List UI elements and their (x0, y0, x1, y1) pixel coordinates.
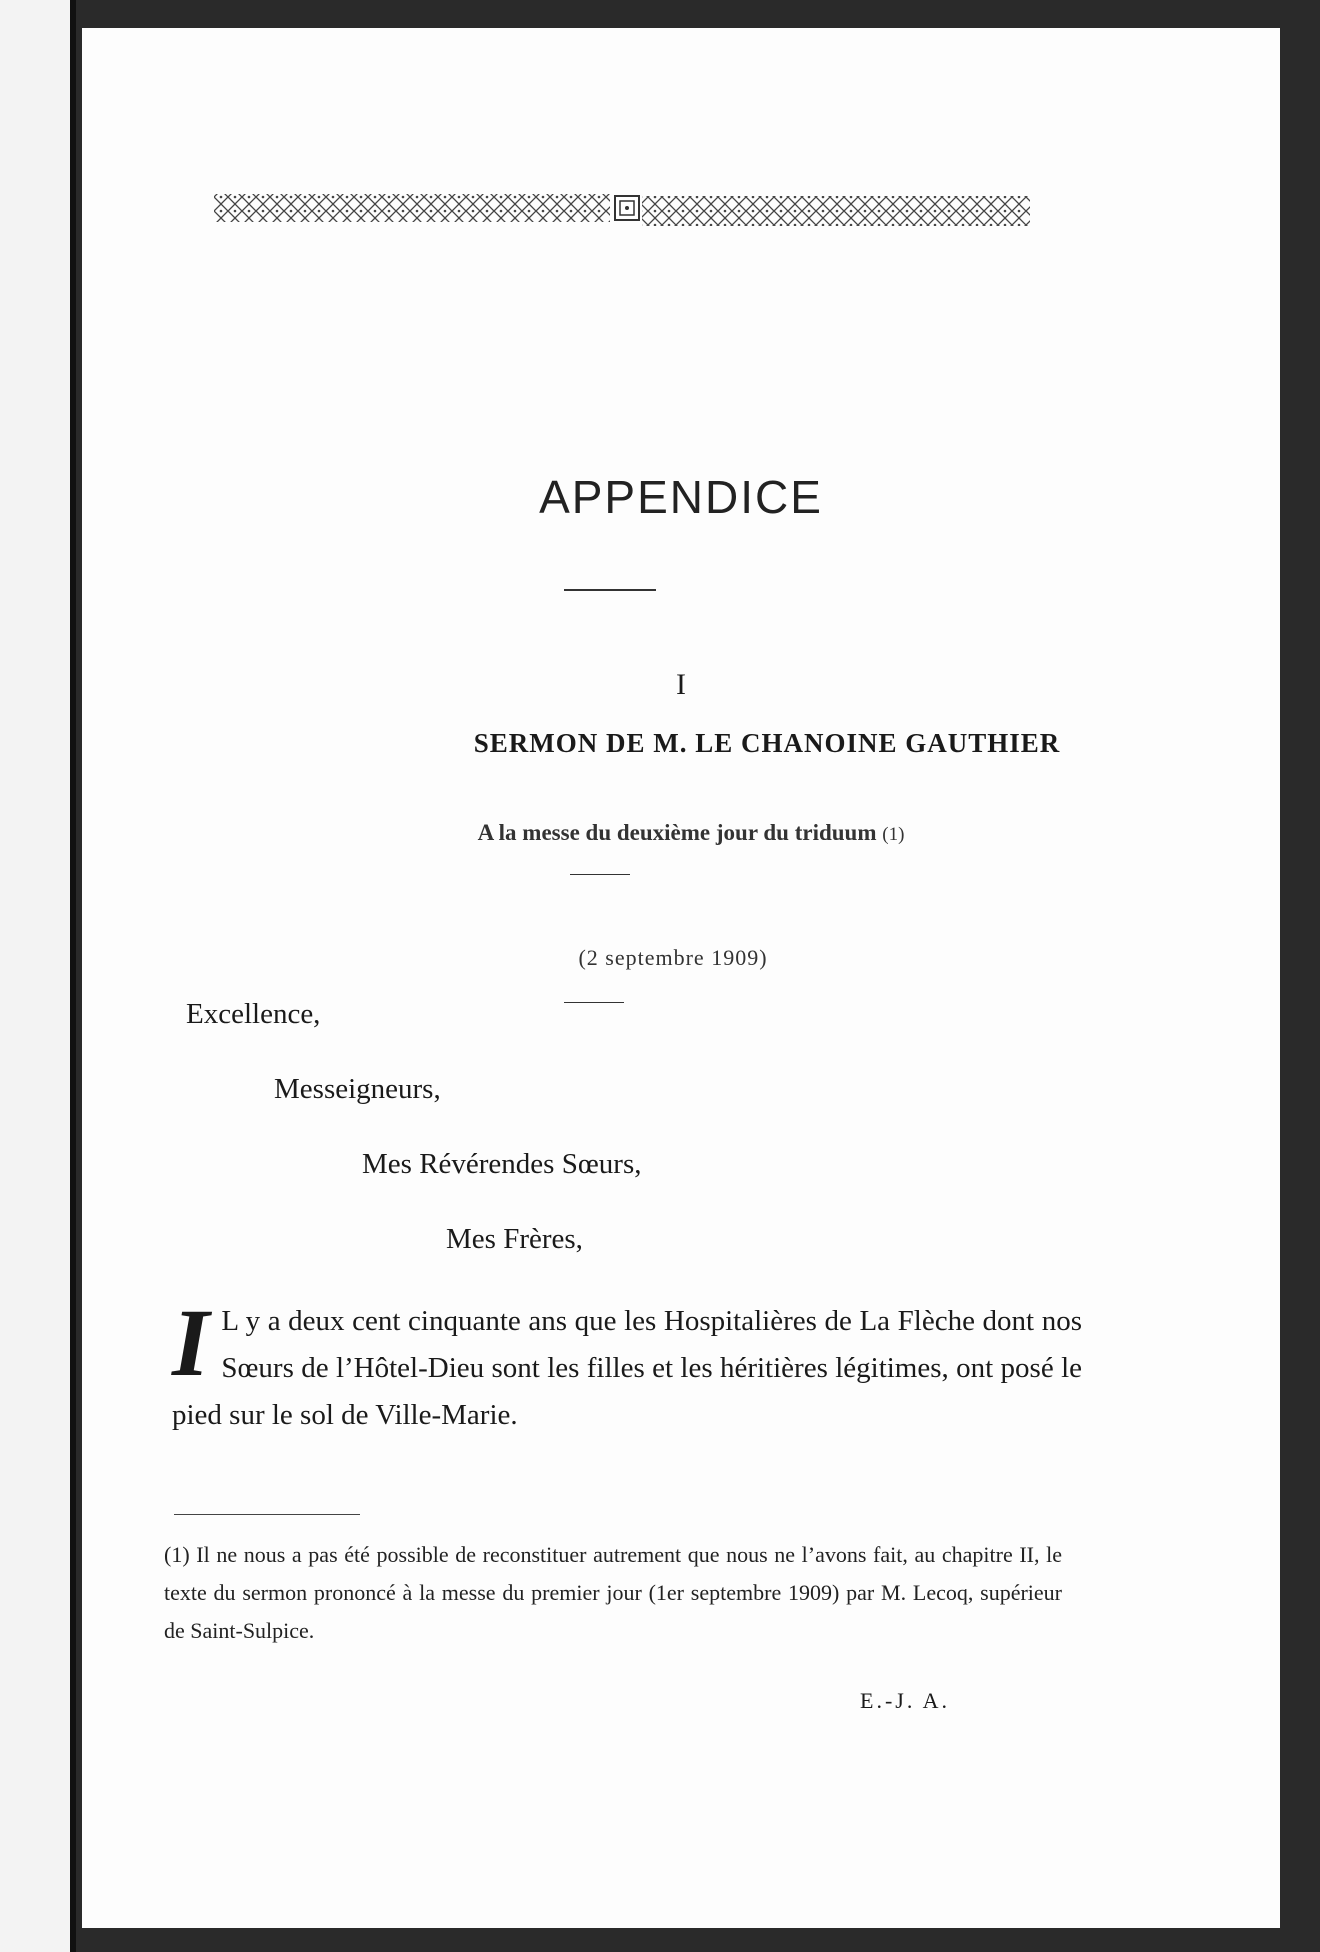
title-rule (564, 589, 656, 591)
subtitle-text: A la messe du deuxième jour du triduum (477, 820, 877, 845)
paragraph-text: L y a deux cent cinquante ans que les Hospitalières de La Flèche dont nos Sœurs de l’Hôtel-Dieu sont les filles et les héritières légitimes, ont posé le pied sur le sol de Ville-Marie. (172, 1305, 1082, 1431)
footnote-reference: (1) (882, 824, 905, 845)
salutation-soeurs: Mes Révérendes Sœurs, (362, 1148, 642, 1180)
section-number: I (676, 668, 686, 701)
salutation-freres: Mes Frères, (446, 1223, 583, 1255)
facing-page-edge (0, 0, 76, 1952)
footnote-separator (174, 1514, 360, 1515)
sermon-title: SERMON DE M. LE CHANOINE GAUTHIER (473, 728, 1061, 758)
footnote: (1) Il ne nous a pas été possible de reconstituer autrement que nous ne l’avons fait, au chapitre II, le texte du sermon prononcé à la messe du premier jour (1er septembre 1909) par M. Lecoq, supérieur de Saint-Sulpice. (164, 1542, 1062, 1643)
salutation-messeigneurs: Messeigneurs, (274, 1073, 441, 1105)
drop-cap-initial: I (172, 1289, 210, 1396)
sermon-body-paragraph (172, 1289, 1082, 1439)
decorative-border-ornament (214, 190, 1030, 232)
subtitle-rule (570, 874, 630, 875)
page-title: APPENDICE (539, 471, 823, 523)
salutation-excellence: Excellence, (186, 998, 321, 1030)
footnote-signature: E.-J. A. (860, 1688, 950, 1713)
sermon-date: (2 septembre 1909) (578, 945, 768, 970)
date-rule (564, 1002, 624, 1003)
sermon-subtitle (92, 820, 1290, 846)
book-page (82, 28, 1280, 1928)
